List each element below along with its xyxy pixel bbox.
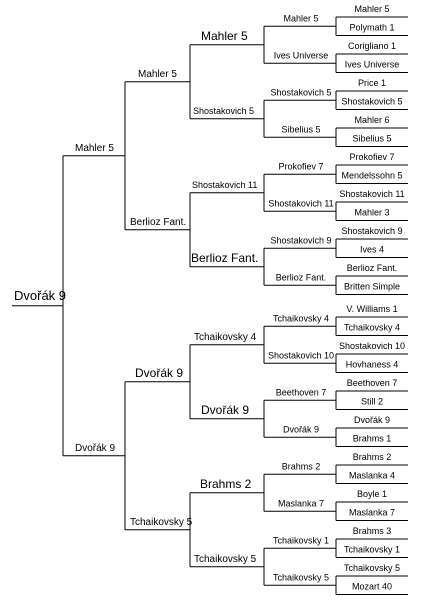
round-of-32-entry: Maslanka 7 — [348, 507, 396, 518]
round-of-32-entry: Shostakovich 5 — [341, 96, 403, 107]
round-of-16-entry: Shostakovich 5 — [270, 87, 332, 98]
round-of-16-entry: Prokofiev 7 — [278, 161, 324, 172]
final-entry: Mahler 5 — [75, 142, 114, 154]
round-of-16-entry: Berlioz Fant. — [275, 272, 327, 283]
round-of-32-entry: Sibelius 5 — [352, 133, 392, 144]
round-of-32-entry: Beethoven 7 — [346, 378, 398, 388]
round-of-32-entry: Mahler 5 — [354, 4, 390, 14]
round-of-32-entry: Britten Simple — [343, 281, 401, 292]
round-of-32-entry: Corigliano 1 — [347, 41, 397, 51]
round-of-32-entry: Mahler 3 — [354, 207, 390, 218]
quarterfinal-entry: Dvořák 9 — [201, 402, 250, 417]
round-of-16-entry: Tchaikovsky 1 — [272, 535, 330, 546]
round-of-16-entry: Tchaikovsky 5 — [272, 572, 330, 583]
final-entry: Dvořák 9 — [75, 442, 116, 454]
round-of-32-entry: Shostakovich 10 — [338, 341, 406, 351]
round-of-16-entry: Shostakovich 10 — [267, 350, 335, 361]
round-of-32-entry: Shostakovich 9 — [341, 226, 403, 236]
round-of-32-entry: Still 2 — [360, 396, 384, 407]
quarterfinal-entry: Brahms 2 — [200, 476, 252, 491]
round-of-32-entry: Polymath 1 — [349, 22, 395, 33]
semifinal-entry: Dvořák 9 — [135, 365, 184, 380]
quarterfinal-entry: Shostakovich 11 — [192, 179, 258, 190]
quarterfinal-entry: Tchaikovsky 5 — [194, 553, 257, 565]
round-of-32-entry: Price 1 — [357, 78, 387, 88]
round-of-32-entry: Ives Universe — [344, 59, 400, 70]
quarterfinal-entry: Tchaikovsky 4 — [194, 331, 257, 343]
round-of-32-entry: Brahms 2 — [352, 452, 392, 462]
round-of-32-entry: Tchaikovsky 4 — [343, 322, 401, 333]
round-of-32-entry: Tchaikovsky 5 — [343, 563, 401, 573]
round-of-32-entry: Brahms 3 — [352, 526, 392, 536]
round-of-32-entry: Ives 4 — [359, 244, 385, 255]
quarterfinal-entry: Berlioz Fant. — [191, 250, 259, 265]
round-of-16-entry: Ives Universe — [273, 50, 329, 61]
round-of-32-entry: Maslanka 4 — [348, 470, 396, 481]
round-of-32-entry: Boyle 1 — [356, 489, 388, 499]
round-of-32-entry: Brahms 1 — [352, 433, 392, 444]
round-of-32-entry: Berlioz Fant. — [346, 263, 398, 273]
semifinal-entry: Berlioz Fant. — [130, 216, 187, 228]
round-of-16-entry: Mahler 5 — [283, 13, 319, 24]
round-of-32-entry: Mahler 6 — [354, 115, 390, 125]
round-of-32-entry: Prokofiev 7 — [349, 152, 395, 162]
round-of-32-entry: Dvořák 9 — [353, 415, 391, 425]
round-of-16-entry: Sibelius 5 — [281, 124, 321, 135]
round-of-32-entry: Mendelssohn 5 — [341, 170, 403, 181]
round-of-16-entry: Maslanka 7 — [277, 498, 325, 509]
round-of-32-entry: Mozart 40 — [351, 581, 393, 592]
round-of-16-entry: Brahms 2 — [281, 461, 321, 472]
round-of-16-entry: Dvořák 9 — [282, 424, 320, 435]
champion-label: Dvořák 9 — [14, 287, 67, 303]
round-of-16-entry: Shostakovich 9 — [270, 235, 332, 246]
round-of-32-entry: Hovhaness 4 — [345, 359, 399, 370]
round-of-16-entry: Tchaikovsky 4 — [272, 313, 330, 324]
round-of-16-entry: Beethoven 7 — [275, 387, 327, 398]
quarterfinal-entry: Mahler 5 — [201, 28, 248, 43]
round-of-32-entry: Tchaikovsky 1 — [343, 544, 401, 555]
semifinal-entry: Mahler 5 — [138, 68, 177, 80]
quarterfinal-entry: Shostakovich 5 — [193, 105, 255, 116]
round-of-32-entry: V. Williams 1 — [346, 304, 398, 314]
round-of-16-entry: Shostakovich 11 — [268, 198, 334, 209]
semifinal-entry: Tchaikovsky 5 — [130, 516, 193, 528]
round-of-32-entry: Shostakovich 11 — [339, 189, 405, 199]
